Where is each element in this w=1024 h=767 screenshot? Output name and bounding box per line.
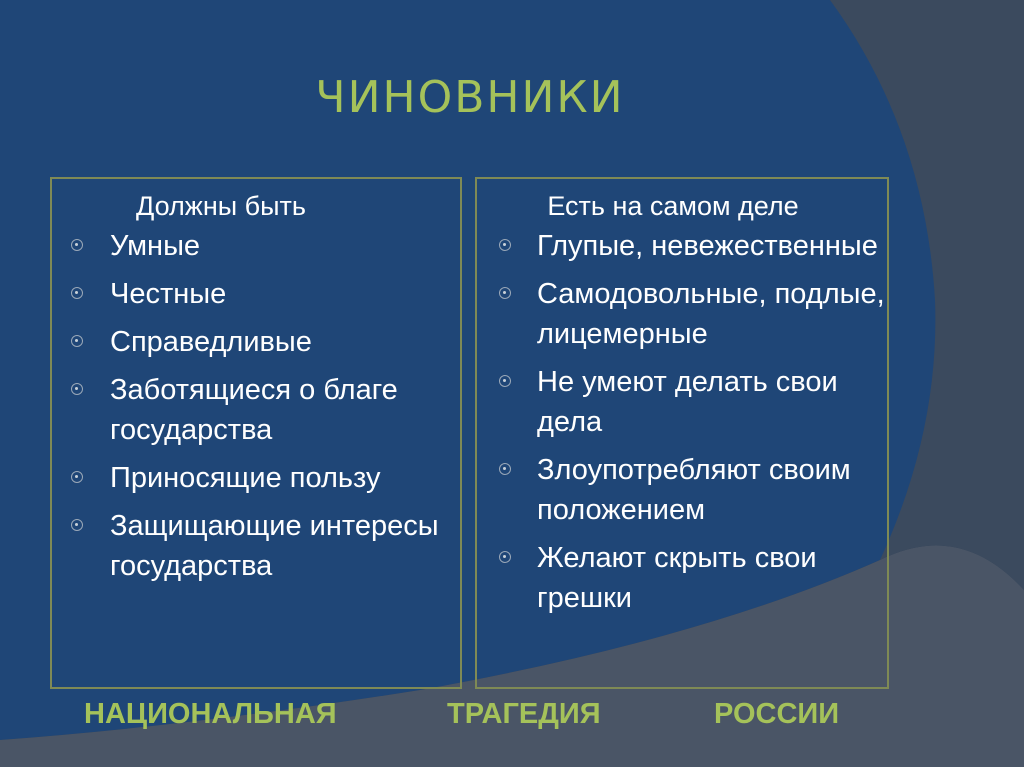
list-item-text: Желают скрыть свои грешки <box>537 542 817 614</box>
list-item <box>477 226 887 266</box>
list-item-text: Справедливые <box>110 326 312 358</box>
list-item-text: Самодовольные, подлые, лицемерные <box>537 278 885 350</box>
circle-bullet-icon <box>499 287 511 299</box>
circle-bullet-icon <box>71 287 83 299</box>
left-column-heading: Должны быть <box>136 191 306 221</box>
list-item-text: Заботящиеся о благе государства <box>110 374 398 446</box>
right-column-list <box>477 226 887 618</box>
right-column-heading: Есть на самом деле <box>547 191 799 221</box>
list-item-text: Защищающие интересы государства <box>110 510 439 582</box>
circle-bullet-icon <box>499 463 511 475</box>
footer-word-national: НАЦИОНАЛЬНАЯ <box>84 698 337 730</box>
list-item <box>52 506 460 586</box>
circle-bullet-icon <box>71 239 83 251</box>
list-item <box>52 458 460 498</box>
list-item <box>52 226 460 266</box>
left-column-box <box>50 177 462 689</box>
list-item-text: Глупые, невежественные <box>537 230 878 262</box>
circle-bullet-icon <box>71 335 83 347</box>
list-item <box>52 322 460 362</box>
circle-bullet-icon <box>71 471 83 483</box>
slide-title: ЧИНОВНИКИ <box>315 72 625 123</box>
list-item <box>477 274 887 354</box>
list-item <box>477 362 887 442</box>
list-item <box>477 538 887 618</box>
list-item <box>477 450 887 530</box>
footer-word-russia: РОССИИ <box>714 698 840 730</box>
list-item-text: Приносящие пользу <box>110 462 381 494</box>
list-item-text: Злоупотребляют своим положением <box>537 454 851 526</box>
left-column-list <box>52 226 460 586</box>
circle-bullet-icon <box>499 551 511 563</box>
list-item-text: Не умеют делать свои дела <box>537 366 838 438</box>
list-item <box>52 274 460 314</box>
footer-caption <box>0 698 1024 738</box>
circle-bullet-icon <box>499 375 511 387</box>
circle-bullet-icon <box>499 239 511 251</box>
circle-bullet-icon <box>71 383 83 395</box>
right-column-box <box>475 177 889 689</box>
list-item <box>52 370 460 450</box>
list-item-text: Умные <box>110 230 201 262</box>
list-item-text: Честные <box>110 278 227 310</box>
footer-word-tragedy: ТРАГЕДИЯ <box>447 698 601 730</box>
circle-bullet-icon <box>71 519 83 531</box>
